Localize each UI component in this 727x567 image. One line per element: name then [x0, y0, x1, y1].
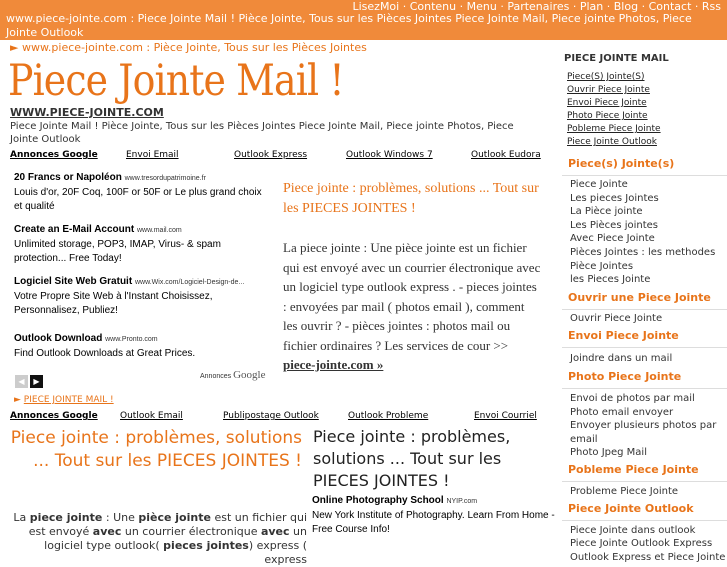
sidebar-top-links	[562, 71, 727, 149]
nav-separator: ·	[500, 0, 504, 13]
nav-separator: ·	[641, 0, 646, 13]
body-text: La	[13, 511, 30, 524]
sidebar-item[interactable]: Pièces Jointes : les methodes	[570, 246, 716, 258]
section-breadcrumb	[14, 395, 114, 405]
site-logo[interactable]: Piece Jointe Mail !	[8, 56, 344, 106]
ad-item	[14, 332, 270, 361]
section-breadcrumb-link[interactable]: PIECE JOINTE MAIL !	[23, 395, 114, 405]
body-bold: avec	[260, 525, 290, 538]
nav-separator: ·	[694, 0, 699, 13]
ad-links-bar	[0, 150, 556, 163]
nav-lisezmoi[interactable]: LisezMoi	[352, 0, 400, 13]
sidebar-section-title[interactable]: Piece Jointe Outlook	[568, 501, 694, 515]
sidebar-link[interactable]: Envoi Piece Jointe	[567, 98, 647, 108]
ads-by-google[interactable]	[200, 369, 265, 381]
sidebar-header: PIECE JOINTE MAIL	[564, 53, 669, 64]
sidebar-item[interactable]: Probleme Piece Jointe	[570, 485, 679, 497]
sidebar-link[interactable]: Pobleme Piece Jointe	[567, 124, 661, 134]
body-text: est un fichier qui est envoyé	[28, 511, 307, 538]
sidebar-link[interactable]: Photo Piece Jointe	[567, 111, 648, 121]
ad-description: New York Institute of Photography. Learn From Home - Free Course Info!	[312, 510, 555, 535]
arrow-right-icon: ►	[14, 395, 21, 405]
sidebar-list	[562, 485, 727, 499]
sidebar-item[interactable]: Joindre dans un mail	[570, 353, 673, 365]
nav-rss[interactable]: Rss	[701, 0, 721, 13]
ad-link-outlook-probleme[interactable]: Outlook Probleme	[348, 411, 429, 421]
ad-title[interactable]: Outlook Download	[14, 333, 103, 344]
ad-link-outlook-express[interactable]: Outlook Express	[234, 150, 308, 160]
ad-links-label[interactable]: Annonces Google	[10, 150, 98, 160]
sidebar-link[interactable]: Ouvrir Piece Jointe	[567, 85, 650, 95]
nav-separator: ·	[459, 0, 464, 13]
sidebar-item[interactable]: Les Pièces jointes	[570, 219, 659, 231]
ad-link-publipostage-outlook[interactable]: Publipostage Outlook	[223, 411, 319, 421]
sidebar-item[interactable]: Photo email envoyer	[570, 406, 674, 418]
sidebar-list	[562, 524, 727, 565]
top-bar	[0, 0, 727, 40]
sidebar-section-title[interactable]: Envoi Piece Jointe	[568, 329, 679, 343]
ads-by-prefix: Annonces	[200, 373, 232, 380]
sidebar-item[interactable]: Piece Jointe Outlook Express	[570, 538, 713, 550]
sidebar-item[interactable]: Photo Jpeg Mail	[570, 447, 647, 459]
divider	[562, 520, 727, 521]
ad-title[interactable]: Online Photography School	[312, 495, 444, 506]
sidebar	[562, 52, 727, 564]
nav-partenaires[interactable]: Partenaires	[507, 0, 570, 13]
body-text: : Une	[102, 511, 139, 524]
article-text: La piece jointe : Une pièce jointe est un fichier qui est envoyé avec un courrier électronique avec un logiciel type outlook express . - pieces jointes : envoyées par mail ( photos email ), comment les ouvrir ? - pièces jointes : photos mail ou fichier ordinaires ? Les services de cour >>	[283, 240, 541, 353]
ad-domain[interactable]: www.tresordupatrimoine.fr	[124, 175, 206, 182]
sidebar-item[interactable]: Envoi de photos par mail	[570, 392, 695, 404]
body-text: un courrier électronique	[121, 525, 261, 538]
ad-title[interactable]: Logiciel Site Web Gratuit	[14, 276, 133, 287]
nav-separator: ·	[606, 0, 611, 13]
ad-title[interactable]: 20 Francs or Napoléon	[14, 172, 122, 183]
ad-item	[14, 171, 270, 214]
divider	[562, 347, 727, 348]
sidebar-item[interactable]: les Pieces Jointe	[570, 274, 651, 286]
sidebar-link[interactable]: Piece Jointe Outlook	[567, 137, 657, 147]
nav-contenu[interactable]: Contenu	[409, 0, 457, 13]
article-body	[283, 238, 541, 375]
sidebar-item[interactable]: Pièce Jointes	[570, 260, 634, 272]
article-title: Piece jointe : problèmes, solutions ... Tout sur les PIECES JOINTES !	[283, 181, 539, 216]
ad-item	[312, 494, 556, 537]
ad-link-outlook-email[interactable]: Outlook Email	[120, 411, 183, 421]
nav-blog[interactable]: Blog	[613, 0, 639, 13]
big-title: Piece jointe : problèmes, solutions ... Tout sur les PIECES JOINTES !	[10, 428, 302, 471]
ads-block	[14, 171, 270, 369]
body-bold: pieces jointes	[163, 539, 249, 552]
ad-item	[14, 223, 270, 266]
ad-links-bar-2	[0, 411, 556, 424]
nav-separator: ·	[402, 0, 407, 13]
sidebar-list	[562, 178, 727, 287]
sidebar-item[interactable]: La Pièce jointe	[570, 206, 643, 218]
sidebar-item[interactable]: Piece Jointe dans outlook	[570, 524, 696, 536]
intro-text: Piece Jointe Mail ! Pièce Jointe, Tous sur les Pièces Jointes Piece Jointe Mail, Piece jointe Photos, Piece Jointe Outlook	[10, 121, 514, 145]
nav-menu[interactable]: Menu	[466, 0, 497, 13]
sidebar-section-title[interactable]: Ouvrir une Piece Jointe	[568, 290, 711, 304]
ad-link-envoi-email[interactable]: Envoi Email	[126, 150, 179, 160]
body-bold: pièce jointe	[138, 511, 211, 524]
body-text: un logiciel type outlook(	[44, 525, 307, 552]
ad-title[interactable]: Create an E-Mail Account	[14, 224, 135, 235]
ad-link-outlook-eudora[interactable]: Outlook Eudora	[471, 150, 541, 160]
divider	[562, 388, 727, 389]
nav-contact[interactable]: Contact	[648, 0, 692, 13]
nav-separator: ·	[572, 0, 577, 13]
sidebar-item[interactable]: Piece Jointe	[570, 179, 628, 190]
ad-pager	[15, 369, 45, 388]
next-arrow-icon[interactable]: ▶	[30, 375, 43, 388]
ad-description: Unlimited storage, POP3, IMAP, Virus- & spam protection... Free Today!	[14, 239, 221, 264]
article	[283, 179, 541, 375]
breadcrumb[interactable]: ► www.piece-jointe.com : Pièce Jointe, Tous sur les Pièces Jointes	[10, 41, 367, 54]
article-link[interactable]: piece-jointe.com »	[283, 357, 384, 372]
divider	[562, 309, 727, 310]
body-bold: avec	[92, 525, 122, 538]
nav-plan[interactable]: Plan	[579, 0, 604, 13]
sidebar-section-title[interactable]: Piece(s) Jointe(s)	[568, 157, 675, 170]
sidebar-item[interactable]: Avec Piece Jointe	[570, 233, 655, 245]
sidebar-item[interactable]: Ouvrir Piece Jointe	[570, 312, 663, 324]
ad-domain[interactable]: www.mail.com	[137, 227, 182, 234]
body-bold: piece jointe	[29, 511, 103, 524]
top-description: www.piece-jointe.com : Piece Jointe Mail ! Pièce Jointe, Tous sur les Pièces Jointes Piece Jointe Mail, Piece jointe Photos, Piece Jointe Outlook	[6, 12, 692, 39]
sidebar-list	[562, 352, 727, 366]
ads-by-brand: Google	[233, 369, 266, 381]
sidebar-link[interactable]: Piece(S) Jointe(S)	[567, 72, 645, 82]
sidebar-item[interactable]: Outlook Express et Piece Jointe	[570, 551, 726, 563]
sidebar-section-title[interactable]: Pobleme Piece Jointe	[568, 462, 699, 476]
divider	[562, 481, 727, 482]
ad-domain[interactable]: NYIP.com	[446, 498, 478, 505]
ad-description: Votre Propre Site Web à l'Instant Choisissez, Personnalisez, Publiez!	[14, 291, 213, 316]
ad-link-outlook-windows-7[interactable]: Outlook Windows 7	[346, 150, 433, 160]
mid-title: Piece jointe : problèmes, solutions ... Tout sur les PIECES JOINTES !	[313, 427, 511, 490]
sidebar-item[interactable]: Les pieces Jointes	[570, 192, 659, 204]
ad-link-envoi-courriel[interactable]: Envoi Courriel	[474, 411, 537, 421]
site-link[interactable]: WWW.PIECE-JOINTE.COM	[10, 106, 164, 119]
ad-domain[interactable]: www.Pronto.com	[105, 336, 158, 343]
ad-description: Louis d'or, 20F Coq, 100F or 50F or Le plus grand choix et qualité	[14, 187, 262, 212]
sidebar-list	[562, 312, 727, 326]
ad-item	[14, 275, 270, 318]
big-body	[5, 511, 307, 567]
prev-arrow-icon[interactable]: ◀	[15, 375, 28, 388]
body-text: ) express ( express	[248, 539, 307, 566]
main-content	[0, 56, 556, 566]
divider	[562, 175, 727, 176]
ad-description: Find Outlook Downloads at Great Prices.	[14, 348, 196, 359]
ad-domain[interactable]: www.Wix.com/Logiciel-Design-de...	[134, 279, 245, 286]
sidebar-list	[562, 392, 727, 460]
sidebar-item[interactable]: Envoyer plusieurs photos par email	[570, 420, 717, 445]
ad-links-label[interactable]: Annonces Google	[10, 411, 98, 421]
sidebar-section-title[interactable]: Photo Piece Jointe	[568, 369, 682, 383]
